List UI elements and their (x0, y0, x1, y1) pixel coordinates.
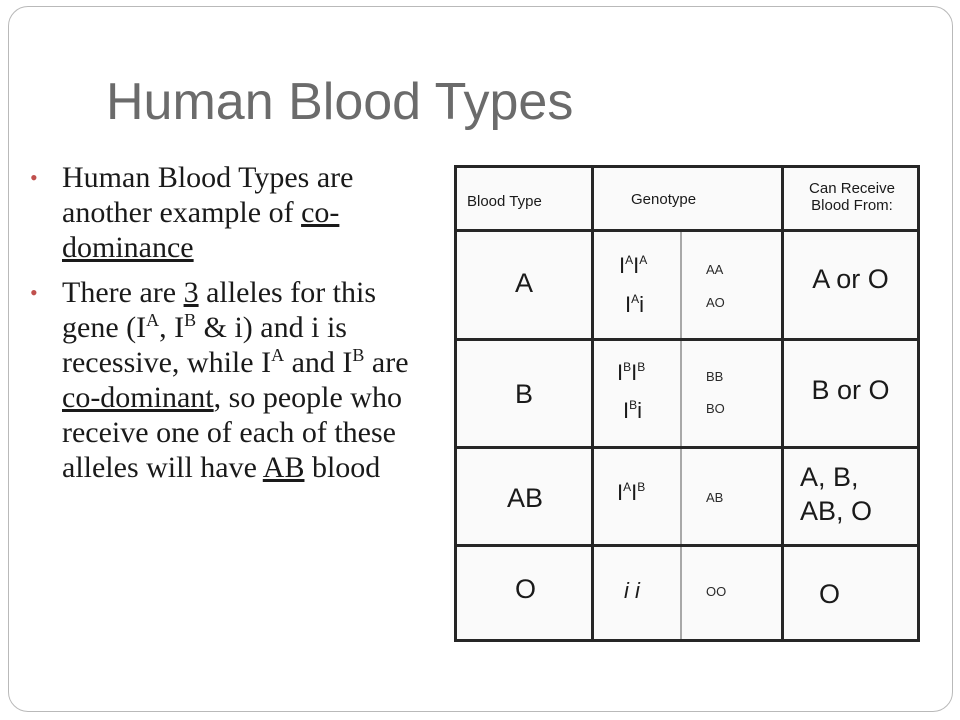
blood-type-o: O (515, 574, 537, 604)
genotype-inner-divider (680, 232, 682, 639)
bullet-dot-icon: • (30, 165, 38, 190)
bullet-text: are (364, 346, 409, 379)
can-receive-a: A or O (812, 264, 889, 294)
genotype-cell: $I^AI^B$ (617, 480, 646, 505)
genotype-cell: $I^BI^B$ (617, 360, 646, 385)
bullet-item-alleles (30, 275, 440, 485)
genotype-cell: $I^Ai$ (625, 292, 645, 317)
header-can-receive-line: Can Receive (809, 180, 895, 197)
underlined-term: 3 (183, 276, 199, 309)
blood-type-a: A (515, 268, 534, 298)
superscript: A (271, 345, 285, 365)
header-can-receive-line: Blood From: (811, 197, 893, 214)
row-divider (457, 544, 917, 547)
can-receive-o: O (819, 579, 841, 609)
can-receive-line: A, B, (800, 462, 859, 492)
allele-letters: AA (706, 262, 724, 277)
bullet-text: blood (304, 451, 381, 484)
superscript: B (352, 345, 365, 365)
row-divider (457, 229, 917, 232)
allele-letters: BB (706, 369, 724, 384)
superscript: A (146, 310, 160, 330)
slide-title: Human Blood Types (106, 73, 574, 131)
allele-letters: AB (706, 490, 724, 505)
blood-type-ab: AB (507, 483, 544, 513)
underlined-term: AB (262, 451, 305, 484)
blood-type-table (454, 165, 920, 642)
column-divider (591, 168, 594, 639)
allele-letters: BO (706, 401, 725, 416)
allele-letters: OO (706, 584, 727, 599)
genotype-cell: $I^AI^A$ (619, 253, 648, 278)
can-receive-ab (800, 460, 872, 528)
bullet-text: , I (159, 311, 185, 344)
bullet-text: and I (284, 346, 353, 379)
header-can-receive (787, 180, 917, 214)
can-receive-line: AB, O (800, 496, 873, 526)
bullet-text: There are (62, 276, 184, 309)
bullet-text: Human Blood Types are another example of (62, 161, 354, 229)
header-genotype: Genotype (631, 191, 697, 208)
superscript: B (184, 310, 197, 330)
row-divider (457, 446, 917, 449)
underlined-term: co-dominance (62, 196, 340, 264)
header-blood-type: Blood Type (467, 193, 542, 210)
genotype-cell: $I^Bi$ (623, 398, 643, 423)
underlined-term: co-dominant (62, 381, 214, 414)
can-receive-b: B or O (811, 375, 890, 405)
bullet-text: & i) and i is recessive, while I (62, 311, 347, 379)
bullet-dot-icon: • (30, 280, 38, 305)
bullet-text: alleles for this gene (I (62, 276, 377, 344)
row-divider (457, 338, 917, 341)
allele-letters: AO (706, 295, 725, 310)
bullet-item-codominance (30, 160, 440, 265)
blood-type-b: B (515, 379, 534, 409)
genotype-cell: i i (624, 578, 640, 603)
bullet-list (30, 160, 440, 495)
bullet-text: , so people who receive one of each of these alleles will have (62, 381, 402, 484)
